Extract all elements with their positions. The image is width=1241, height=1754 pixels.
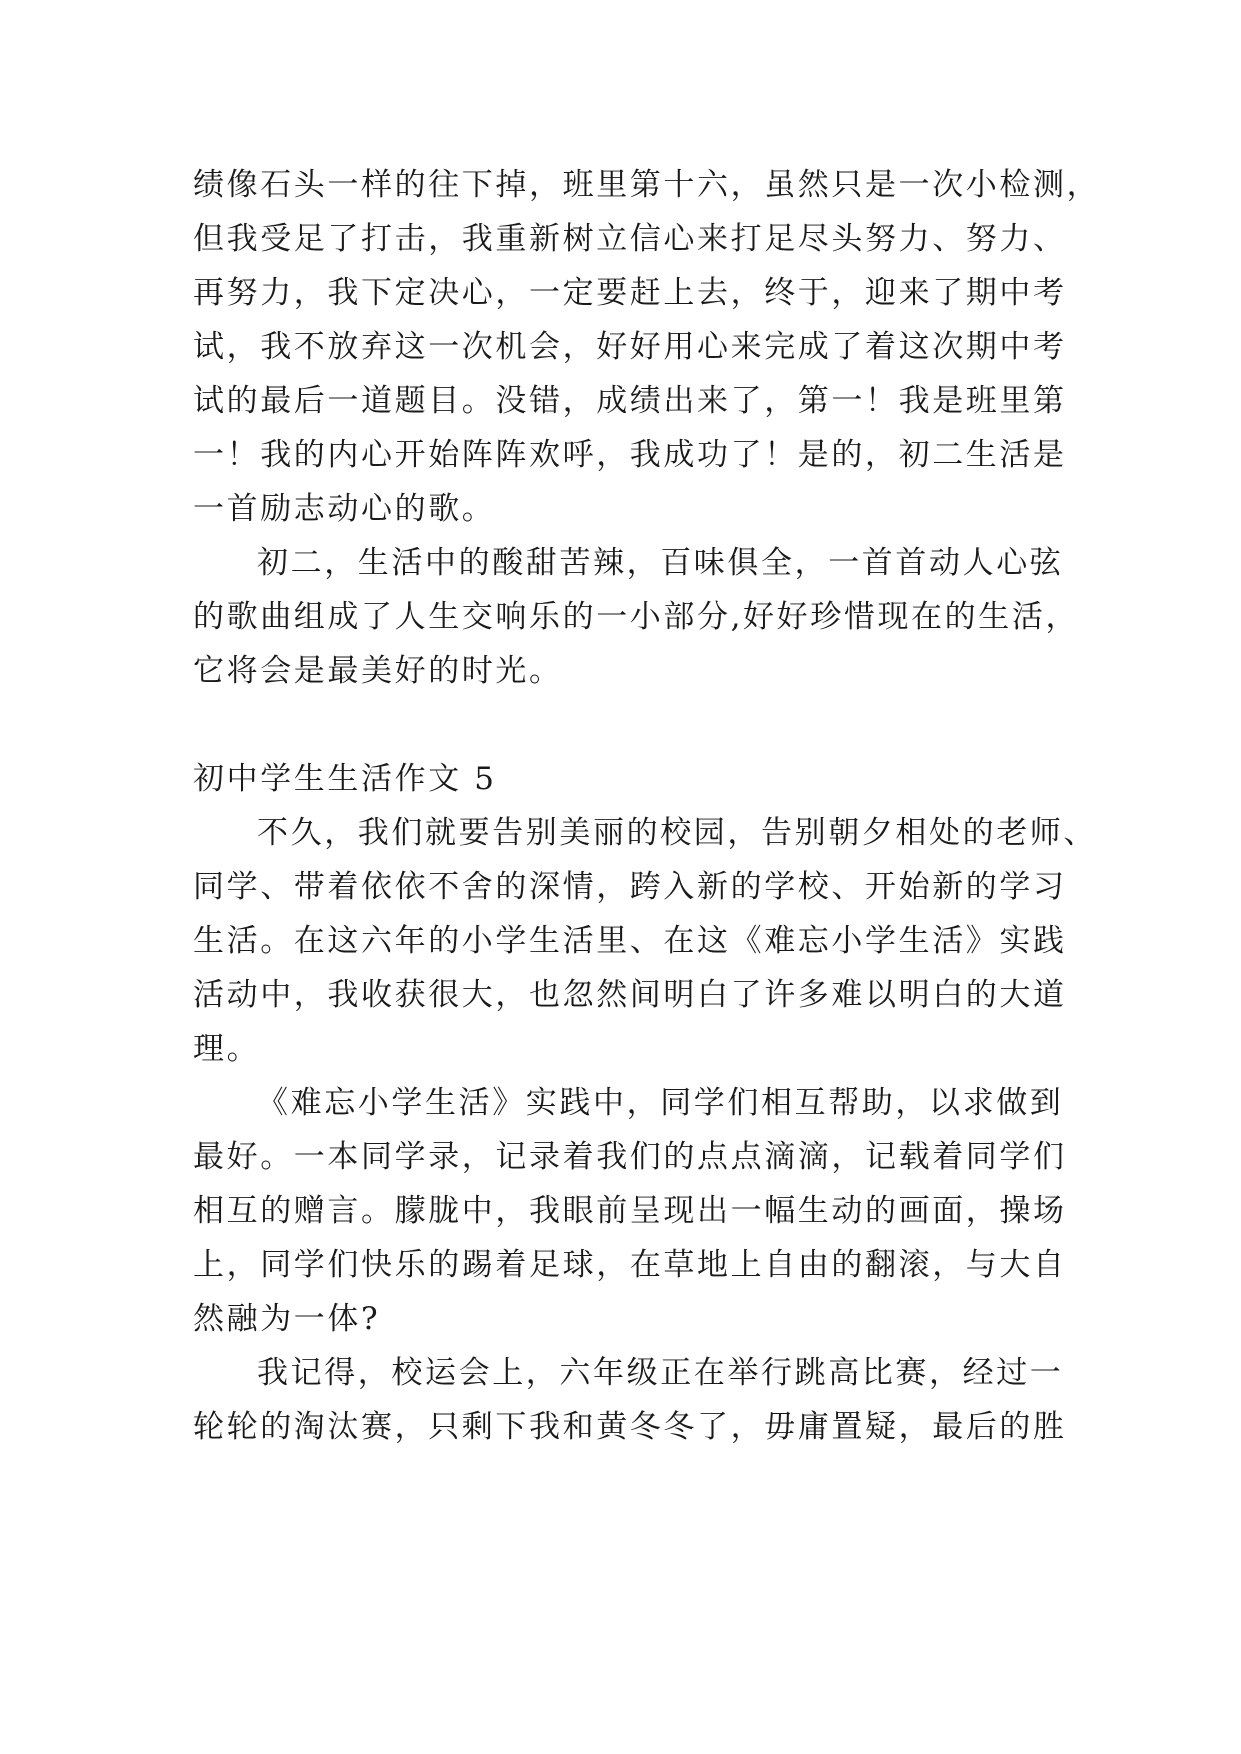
text-line: 再努力，我下定决心，一定要赶上去，终于，迎来了期中考: [193, 275, 1067, 311]
closing-paragraph: [193, 536, 1080, 698]
continued-paragraph: [193, 158, 1101, 536]
essay-paragraph: [193, 806, 1097, 1076]
text-line: 上，同学们快乐的踢着足球，在草地上自由的翻滚，与大自: [193, 1247, 1067, 1283]
text-line: 然融为一体?: [193, 1301, 381, 1337]
text-line: 《难忘小学生活》实践中，同学们相互帮助，以求做到: [257, 1085, 1064, 1121]
text-line: 的歌曲组成了人生交响乐的一小部分,好好珍惜现在的生活，: [193, 599, 1080, 635]
essay-title: 初中学生生活作文 5: [193, 761, 497, 797]
essay-paragraph: [193, 1076, 1067, 1346]
text-line: 试的最后一道题目。没错，成绩出来了，第一！我是班里第: [193, 383, 1067, 419]
text-line: 一！我的内心开始阵阵欢呼，我成功了！是的，初二生活是: [193, 437, 1067, 473]
essay-paragraph: [193, 1346, 1067, 1454]
text-line: 绩像石头一样的往下掉，班里第十六，虽然只是一次小检测，: [193, 167, 1101, 203]
text-line: 不久，我们就要告别美丽的校园，告别朝夕相处的老师、: [257, 815, 1097, 851]
text-line: 我记得，校运会上，六年级正在举行跳高比赛，经过一: [257, 1355, 1064, 1391]
text-line: 同学、带着依依不舍的深情，跨入新的学校、开始新的学习: [193, 869, 1067, 905]
text-line: 活动中，我收获很大，也忽然间明白了许多难以明白的大道: [193, 977, 1067, 1013]
text-line: 相互的赠言。朦胧中，我眼前呈现出一幅生动的画面，操场: [193, 1193, 1067, 1229]
text-line: 它将会是最美好的时光。: [193, 653, 563, 689]
text-line: 一首励志动心的歌。: [193, 491, 496, 527]
text-line: 生活。在这六年的小学生活里、在这《难忘小学生活》实践: [193, 923, 1067, 959]
section-spacer: [193, 698, 1055, 752]
document-body: [193, 158, 1101, 1454]
text-line: 最好。一本同学录，记录着我们的点点滴滴，记载着同学们: [193, 1139, 1067, 1175]
text-line: 但我受足了打击，我重新树立信心来打足尽头努力、努力、: [193, 221, 1067, 257]
text-line: 初二，生活中的酸甜苦辣，百味俱全，一首首动人心弦: [257, 545, 1064, 581]
text-line: 理。: [193, 1031, 261, 1067]
text-line: 轮轮的淘汰赛，只剩下我和黄冬冬了，毋庸置疑，最后的胜: [193, 1409, 1067, 1445]
text-line: 试，我不放弃这一次机会，好好用心来完成了着这次期中考: [193, 329, 1067, 365]
